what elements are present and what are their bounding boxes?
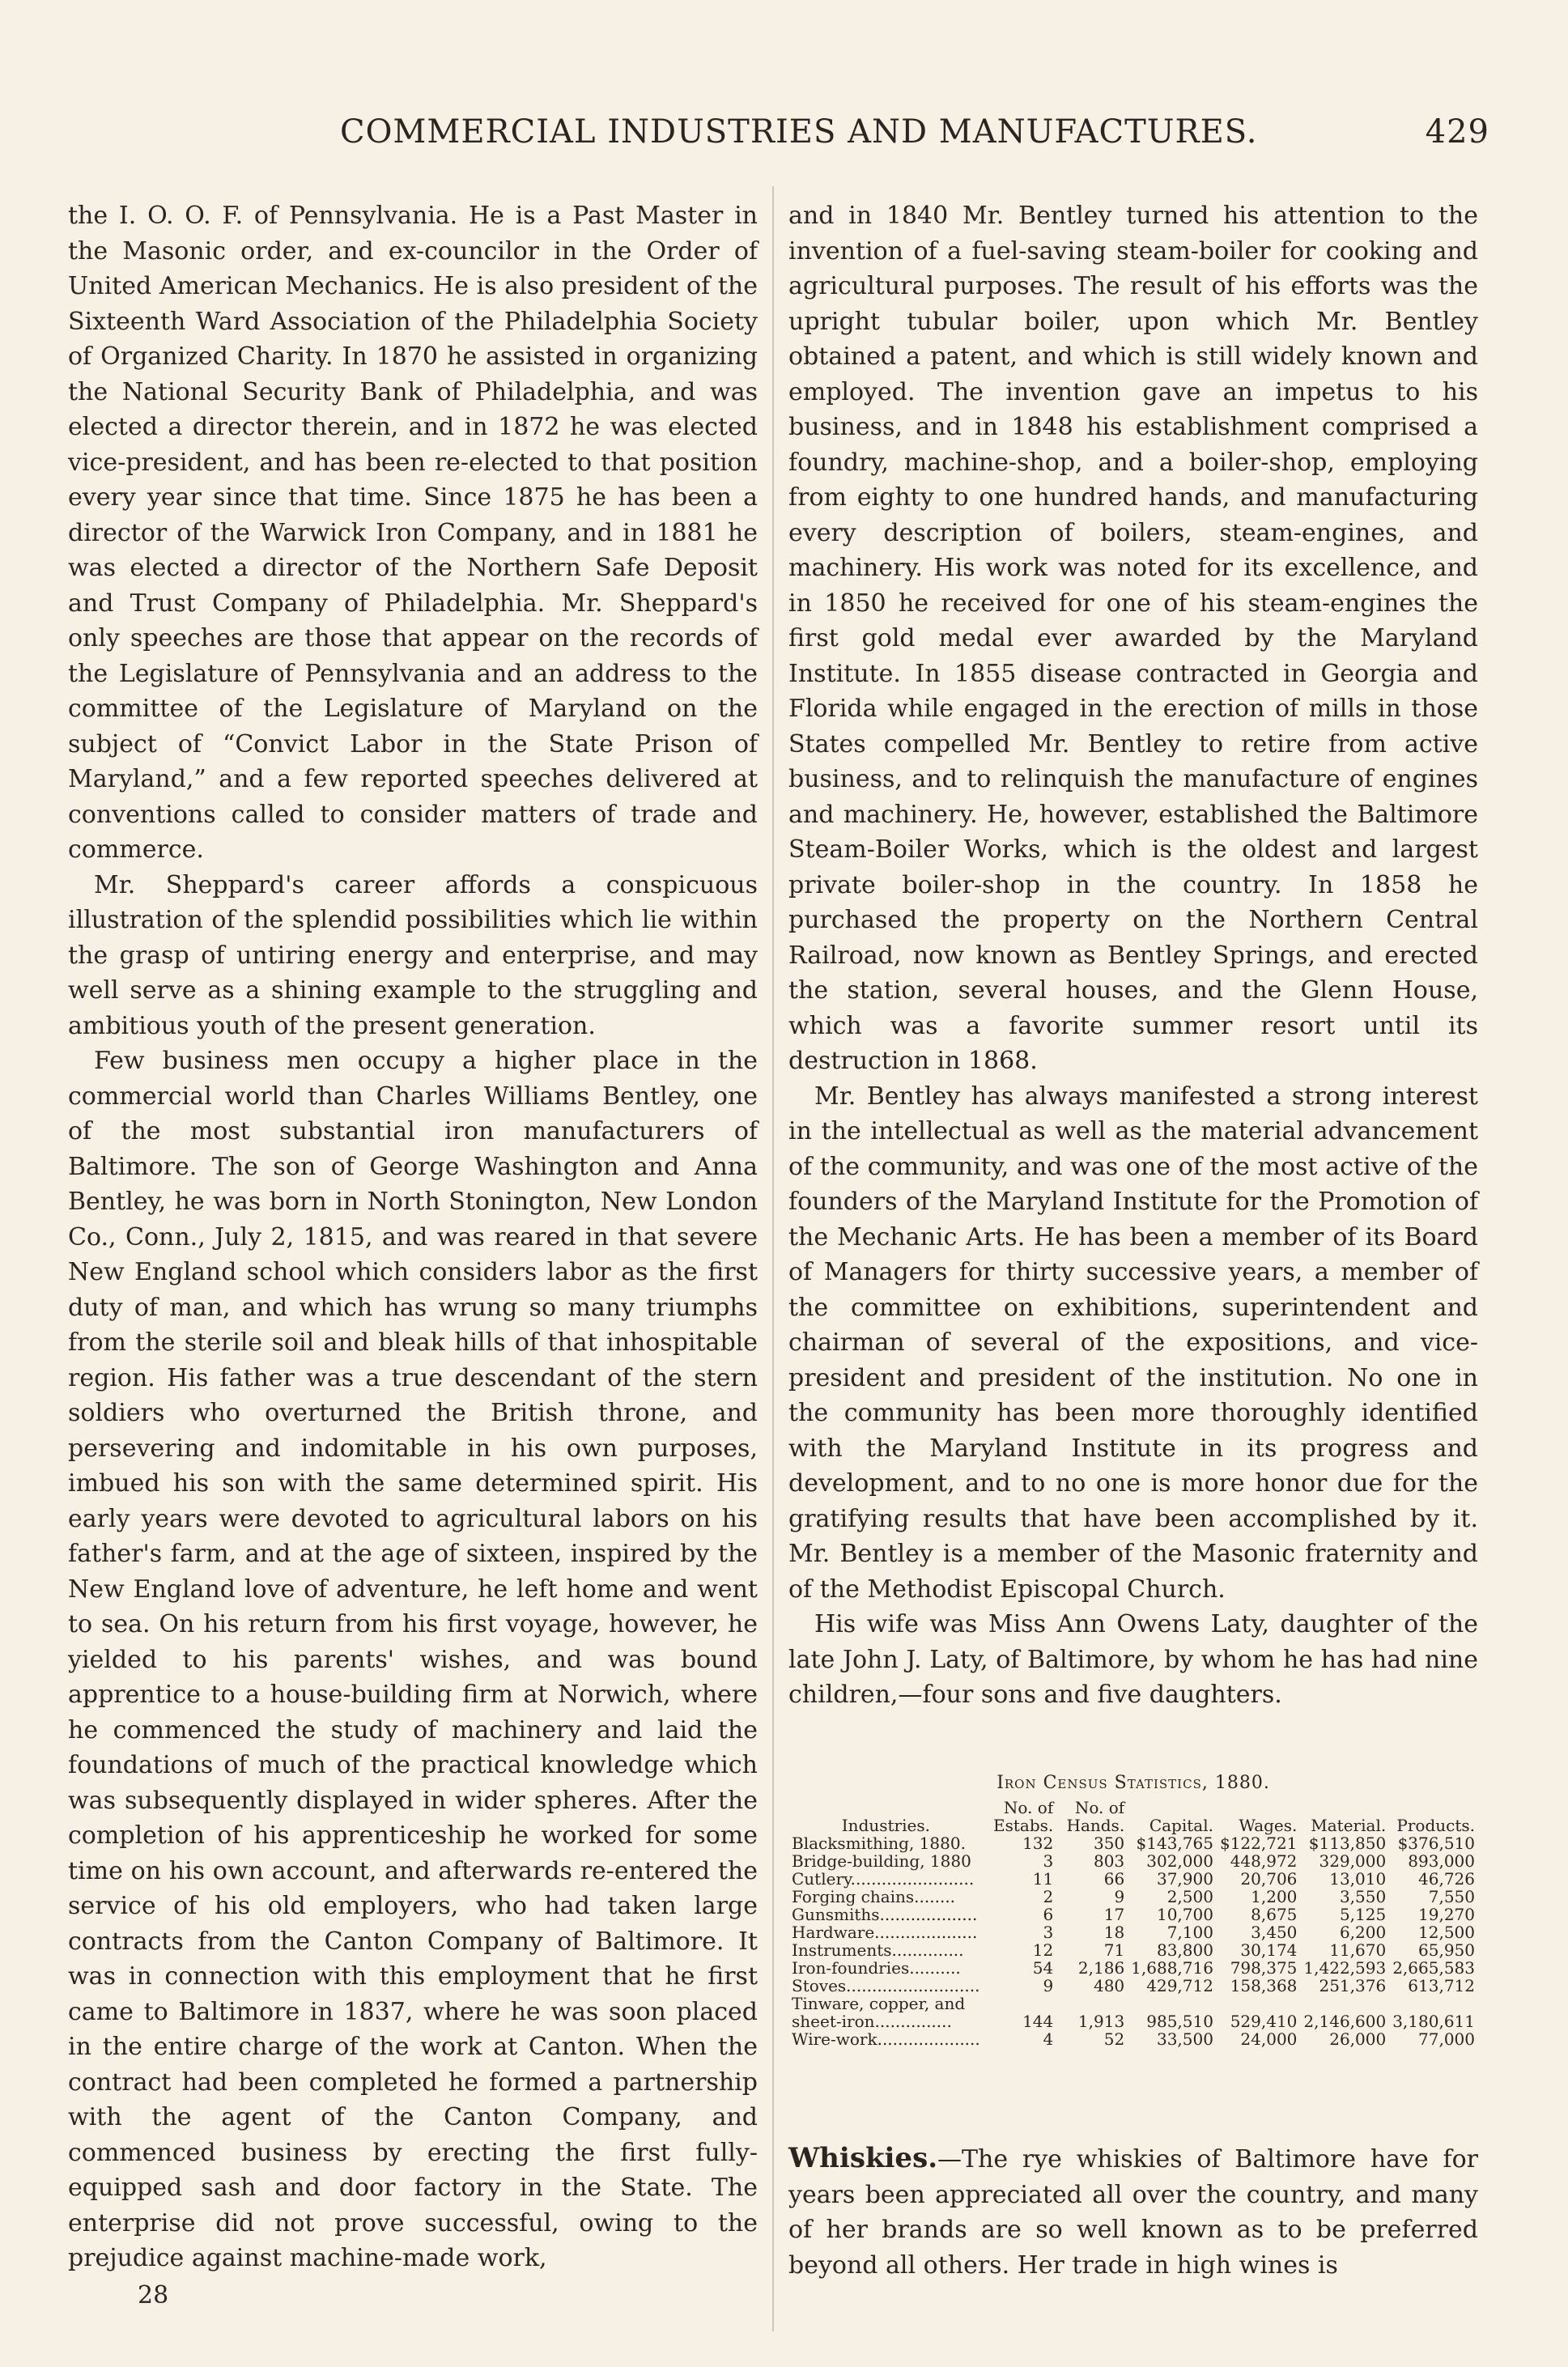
section-text: —The rye whiskies of Baltimore have for years been appreciated all over the country, and many of her brands are so well known as to be preferred beyond all others. Her trade in high wines is — [788, 2145, 1478, 2280]
table-cell: $113,850 — [1308, 1834, 1387, 1853]
table-cell: 52 — [1103, 2029, 1125, 2049]
table-cell: 985,510 — [1146, 2012, 1213, 2031]
left-column — [68, 198, 758, 2276]
section-lead: Whiskies. — [788, 2142, 938, 2174]
whiskies-paragraph — [788, 2141, 1478, 2283]
table-cell: 3,550 — [1339, 1887, 1387, 1906]
table-cell: sheet-iron............... — [792, 2012, 952, 2031]
table-cell: 7,100 — [1166, 1923, 1213, 1942]
table-cell: 429,712 — [1146, 1976, 1213, 1995]
column-header: Products. — [1396, 1816, 1475, 1835]
table-cell: 11,670 — [1329, 1940, 1387, 1960]
table-row — [788, 1906, 1478, 1923]
table-caption: Iron Census Statistics, 1880. — [996, 1773, 1270, 1793]
table-cell: Hardware.................... — [792, 1923, 978, 1942]
table-cell: Tinware, copper, and — [792, 1994, 966, 2013]
table-cell: $122,721 — [1219, 1834, 1298, 1853]
table-cell: 613,712 — [1408, 1976, 1475, 1995]
table-cell: 66 — [1103, 1869, 1125, 1889]
table-row — [788, 1941, 1478, 1959]
table-cell: 13,010 — [1329, 1869, 1387, 1889]
column-header: Wages. — [1239, 1816, 1298, 1835]
signature-mark: 28 — [138, 2281, 169, 2310]
table-cell — [1300, 1995, 1389, 2012]
table-cell: 893,000 — [1408, 1851, 1475, 1871]
table-cell: 33,500 — [1156, 2029, 1213, 2049]
table-cell: 11 — [1032, 1869, 1054, 1889]
table-cell: 8,675 — [1251, 1905, 1298, 1924]
table-cell: 9 — [1043, 1976, 1054, 1995]
table-cell: 803 — [1093, 1851, 1125, 1871]
column-header: No. of Hands. — [1066, 1798, 1125, 1835]
table-cell: 2 — [1043, 1887, 1054, 1906]
table-cell: 798,375 — [1230, 1958, 1298, 1978]
table-cell: 6 — [1043, 1905, 1054, 1924]
page-number: 429 — [1425, 113, 1489, 151]
table-cell: 19,270 — [1418, 1905, 1475, 1924]
table-cell: 2,665,583 — [1392, 1958, 1475, 1978]
table-cell: Stoves.......................... — [792, 1976, 980, 1995]
table-cell: Forging chains........ — [792, 1887, 956, 1906]
table-cell: 5,125 — [1339, 1905, 1387, 1924]
table-cell: 26,000 — [1329, 2029, 1387, 2049]
table-cell: 71 — [1103, 1940, 1125, 1960]
paragraph: the I. O. O. F. of Pennsylvania. He is a Past Master in the Masonic order, and ex-councilor in the Order of United American Mechanics. He is also president of the Sixteenth Ward Association of the Philadelphia Society of Organized Charity. In 1870 he assisted in organizing the National Security Bank of Philadelphia, and was elected a director therein, and in 1872 he was elected vice-president, and has been re-elected to that position every year since that time. Since 1875 he has been a director of the Warwick Iron Company, and in 1881 he was elected a director of the Northern Safe Deposit and Trust Company of Philadelphia. Mr. Sheppard's only speeches are those that appear on the records of the Legislature of Pennsylvania and an address to the committee of the Legislature of Maryland on the subject of “Convict Labor in the State Prison of Maryland,” and a few reported speeches delivered at conventions called to consider matters of trade and commerce. — [68, 202, 758, 864]
right-column — [788, 198, 1478, 1713]
table-cell — [1056, 1995, 1128, 2012]
table-cell: 10,700 — [1156, 1905, 1213, 1924]
table-cell: 2,186 — [1077, 1958, 1125, 1978]
table-cell: 12,500 — [1418, 1923, 1475, 1942]
table-row — [788, 1870, 1478, 1888]
table-cell: 144 — [1022, 2012, 1054, 2031]
table-row — [788, 1834, 1478, 1852]
paragraph: His wife was Miss Ann Owens Laty, daughter of the late John J. Laty, of Baltimore, by whom he has had nine children,—four sons and five daughters. — [788, 1610, 1478, 1709]
table-cell: 9 — [1114, 1887, 1125, 1906]
table-cell: 158,368 — [1230, 1976, 1298, 1995]
column-header: Material. — [1311, 1816, 1387, 1835]
table-cell: 83,800 — [1156, 1940, 1213, 1960]
paragraph: Mr. Sheppard's career affords a conspicuous illustration of the splendid possibilities which lie within the grasp of untiring energy and enterprise, and may well serve as a shining example to the struggling and ambitious youth of the present generation. — [68, 870, 758, 1040]
table-cell: 251,376 — [1319, 1976, 1387, 1995]
table-cell: 46,726 — [1418, 1869, 1475, 1889]
table-cell: 77,000 — [1418, 2029, 1475, 2049]
table-cell: Bridge-building, 1880 — [792, 1851, 971, 1871]
table-cell: 3 — [1043, 1851, 1054, 1871]
table-cell: 529,410 — [1230, 2012, 1298, 2031]
table-cell — [1389, 1995, 1478, 2012]
table-cell: 7,550 — [1428, 1887, 1475, 1906]
table-cell: 329,000 — [1319, 1851, 1387, 1871]
table-cell: $376,510 — [1397, 1834, 1475, 1853]
table-cell: 448,972 — [1230, 1851, 1298, 1871]
table-cell: 350 — [1093, 1834, 1125, 1853]
table-cell: 3 — [1043, 1923, 1054, 1942]
table-row — [788, 1852, 1478, 1870]
table-cell: 18 — [1103, 1923, 1125, 1942]
table-cell: 54 — [1032, 1958, 1054, 1978]
table-cell: 1,688,716 — [1131, 1958, 1213, 1978]
table-cell: Iron-foundries.......... — [792, 1958, 961, 1978]
table-row — [788, 2030, 1478, 2048]
column-header: No. of Estabs. — [993, 1798, 1054, 1835]
table-cell: 2,500 — [1166, 1887, 1213, 1906]
paragraph: Mr. Bentley has always manifested a strong interest in the intellectual as well as the material advancement of the community, and was one of the most active of the founders of the Maryland Institute for the Promotion of the Mechanic Arts. He has been a member of its Board of Managers for thirty successive years, a member of the committee on exhibitions, superintendent and chairman of several of the expositions, and vice-president and president of the institution. No one in the community has been more thoroughly identified with the Maryland Institute in its progress and development, and to no one is more honor due for the gratifying results that have been accomplished by it. Mr. Bentley is a member of the Masonic fraternity and of the Methodist Episcopal Church. — [788, 1082, 1478, 1604]
table-cell: 24,000 — [1240, 2029, 1298, 2049]
table-row — [788, 1995, 1478, 2012]
table-cell: 20,706 — [1240, 1869, 1298, 1889]
table-row — [788, 1959, 1478, 1977]
table-cell: 37,900 — [1156, 1869, 1213, 1889]
table-cell — [1217, 1995, 1300, 2012]
table-cell: 302,000 — [1146, 1851, 1213, 1871]
table-cell: 12 — [1032, 1940, 1054, 1960]
paragraph: and in 1840 Mr. Bentley turned his attention to the invention of a fuel-saving steam-boiler for cooking and agricultural purposes. The result of his efforts was the upright tubular boiler, upon which Mr. Bentley obtained a patent, and which is still widely known and employed. The invention gave an impetus to his business, and in 1848 his establishment comprised a foundry, machine-shop, and a boiler-shop, employing from eighty to one hundred hands, and manufacturing every description of boilers, steam-engines, and machinery. His work was noted for its excellence, and in 1850 he received for one of his steam-engines the first gold medal ever awarded by the Maryland Institute. In 1855 disease contracted in Georgia and Florida while engaged in the erection of mills in those States compelled Mr. Bentley to retire from active business, and to relinquish the manufacture of engines and machinery. He, however, established the Baltimore Steam-Boiler Works, which is the oldest and largest private boiler-shop in the country. In 1858 he purchased the property on the Northern Central Railroad, now known as Bentley Springs, and erected the station, several houses, and the Glenn House, which was a favorite summer resort until its destruction in 1868. — [788, 202, 1478, 1075]
running-title: COMMERCIAL INDUSTRIES AND MANUFACTURES. — [340, 113, 1258, 151]
table-row — [788, 1888, 1478, 1906]
table-cell — [984, 1995, 1057, 2012]
table-cell: 1,913 — [1077, 2012, 1125, 2031]
iron-census-table — [788, 1774, 1478, 2048]
column-header: Capital. — [1149, 1816, 1213, 1835]
table-cell: 1,200 — [1251, 1887, 1298, 1906]
table-cell: 480 — [1093, 1976, 1125, 1995]
table-row — [788, 2012, 1478, 2030]
table-cell: Cutlery........................ — [792, 1869, 975, 1889]
table-cell: 3,450 — [1251, 1923, 1298, 1942]
table-cell: $143,765 — [1136, 1834, 1213, 1853]
table-header-row — [788, 1799, 1478, 1834]
table-row — [788, 1977, 1478, 1995]
table-row — [788, 1923, 1478, 1941]
table-cell: 132 — [1022, 1834, 1054, 1853]
column-header: Industries. — [841, 1816, 930, 1835]
table-cell: 17 — [1103, 1905, 1125, 1924]
table-cell: 3,180,611 — [1392, 2012, 1475, 2031]
table-cell: 4 — [1043, 2029, 1054, 2049]
table-cell: 65,950 — [1418, 1940, 1475, 1960]
table-cell: 6,200 — [1339, 1923, 1387, 1942]
statistics-table — [788, 1799, 1478, 2048]
table-cell: Gunsmiths................... — [792, 1905, 978, 1924]
table-cell: Wire-work.................... — [792, 2029, 980, 2049]
table-cell: 2,146,600 — [1303, 2012, 1387, 2031]
running-header — [340, 113, 1489, 162]
table-cell: Instruments.............. — [792, 1940, 964, 1960]
table-cell: Blacksmithing, 1880. — [792, 1834, 966, 1853]
table-cell: 1,422,593 — [1303, 1958, 1387, 1978]
table-cell — [1128, 1995, 1217, 2012]
column-divider — [772, 186, 774, 2331]
table-cell: 30,174 — [1240, 1940, 1298, 1960]
paragraph: Few business men occupy a higher place in the commercial world than Charles Williams Bentley, one of the most substantial iron manufacturers of Baltimore. The son of George Washington and Anna Bentley, he was born in North Stonington, New London Co., Conn., July 2, 1815, and was reared in that severe New England school which considers labor as the first duty of man, and which has wrung so many triumphs from the sterile soil and bleak hills of that inhospitable region. His father was a true descendant of the stern soldiers who overturned the British throne, and persevering and indomitable in his own purposes, imbued his son with the same determined spirit. His early years were devoted to agricultural labors on his father's farm, and at the age of sixteen, inspired by the New England love of adventure, he left home and went to sea. On his return from his first voyage, however, he yielded to his parents' wishes, and was bound apprentice to a house-building firm at Norwich, where he commenced the study of machinery and laid the foundations of much of the practical knowledge which was subsequently displayed in wider spheres. After the completion of his apprenticeship he worked for some time on his own account, and afterwards re-entered the service of his old employers, who had taken large contracts from the Canton Company of Baltimore. It was in connection with this employment that he first came to Baltimore in 1837, where he was soon placed in the entire charge of the work at Canton. When the contract had been completed he formed a partnership with the agent of the Canton Company, and commenced business by erecting the first fully-equipped sash and door factory in the State. The enterprise did not prove successful, owing to the prejudice against machine-made work, — [68, 1047, 758, 2272]
